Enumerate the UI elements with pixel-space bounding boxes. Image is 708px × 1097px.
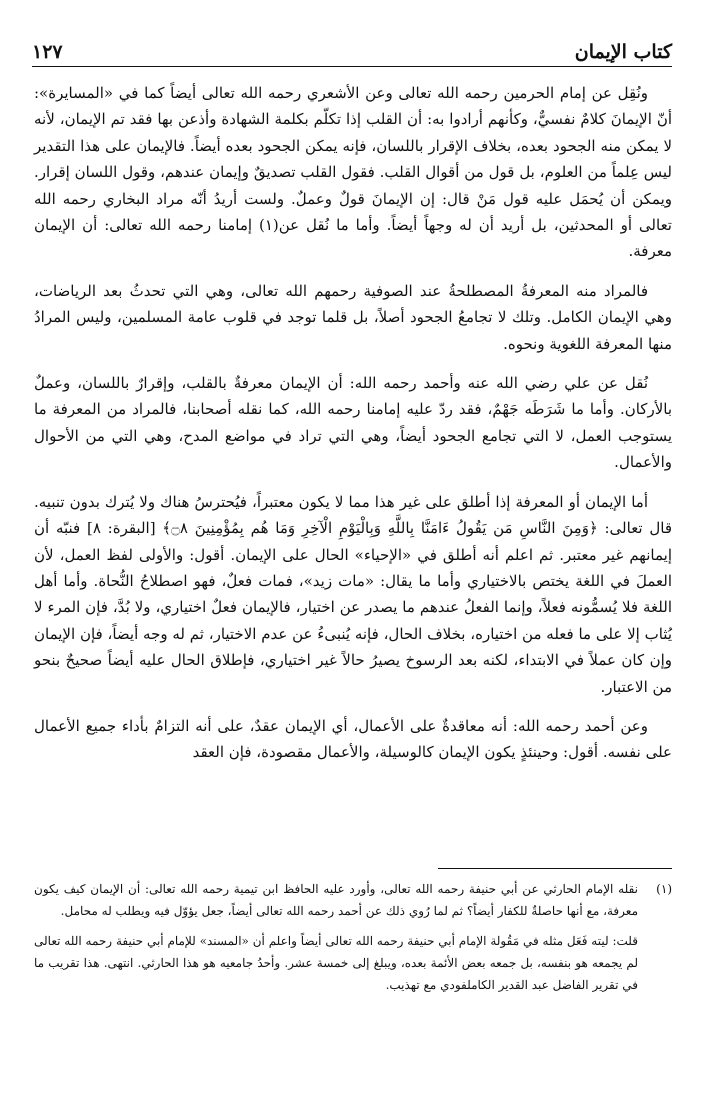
footnote-text: نقله الإمام الحارثي عن أبي حنيفة رحمه الله تعالى، وأورد عليه الحافظ ابن تيمية رحمه الله تعالى: أن الإيمان كيف يكون معرفة، مع أنها حاصلةٌ للكفار أيضاً؟ ثم لما رُوي ذلك عن أحمد رحمه الله تعالى أيضاً، جعل يؤوّل فيه ويطلب له محامل.	[34, 882, 638, 918]
paragraph: نُقل عن علي رضي الله عنه وأحمد رحمه الله: أن الإيمان معرفةٌ بالقلب، وإقرارٌ باللسان، وعملٌ بالأركان. وأما ما شَرَطَه جَهْمٌ، فقد ردّ عليه إمامنا رحمه الله، كما نقله أصحابنا، فالمراد من المعرفة ما يستوجب العمل، لا التي تجامع الجحود أيضاً، وهي التي تراد في مواضع المدح، وهي التي من الأحوال والأعمال.	[34, 374, 672, 472]
page-header	[32, 36, 672, 67]
footnotes	[34, 878, 672, 1004]
paragraph: أما الإيمان أو المعرفة إذا أطلق على غير هذا مما لا يكون معتبراً، فيُحترسُ هناك ولا يُترك بدون تنبيه. قال تعالى: ﴿وَمِنَ النَّاسِ مَن يَقُولُ ءَامَنَّا بِاللَّهِ وَبِالْيَوْمِ الْآخِرِ وَمَا هُم بِمُؤْمِنِينَ ۝٨﴾ [البقرة: ٨] فنبّه أن إيمانهم غير معتبر. ثم اعلم أنه أطلق في «الإحياء» الحال على الإيمان. أقول: والأولى لفظ العمل، لأن العملَ في اللغة يختص بالاختياري وأما ما يقال: «مات زيد»، فمات فعلٌ، فهو اصطلاحُ النُّحاة. وأما أهل اللغة فلا يُسمُّونه فعلاً، وإنما الفعلُ عندهم ما يصدر عن اختيار، فالإيمان فعلٌ اختياري، ولا بُدَّ، فإن المرء لا يُثاب إلا على ما فعله من اختياره، بخلاف الحال، فإنه يُنبىءُ عن عدم الاختيار، ثم له وجه أيضاً، فإن الإيمان وإن كان عملاً في الابتداء، لكنه بعد الرسوخ يصيرُ حالاً غير اختياري، فإطلاق الحال عليه أيضاً صحيحٌ بنحو من الاعتبار.	[34, 492, 673, 696]
paragraph: وعن أحمد رحمه الله: أنه معاقدةٌ على الأعمال، أي الإيمان عقدٌ، على أنه التزامٌ بأداء جميع الأعمال على نفسه. أقول: وحينئذٍ يكون الإيمان كالوسيلة، والأعمال مقصودة، فإن العقد	[34, 716, 672, 762]
footnote	[34, 878, 672, 1004]
chapter-title: كتاب الإيمان	[574, 41, 672, 63]
paragraph: ونُقِل عن إمام الحرمين رحمه الله تعالى وعن الأشعري رحمه الله تعالى أيضاً كما في «المسايرة»: أنّ الإيمانَ كلامٌ نفسيٌّ، وكأنهم أرادوا به: أن القلب إذا تكلّم بكلمة الشهادة وأذعن بها فقد تم الإيمان، لأنه لا يمكن منه الجحود بعده، بخلاف الإقرار باللسان، فإنه يمكن الجحود بعده أيضاً. فالإيمان على هذا التقدير ليس عِلماً من العلوم، بل قول من أقوال القلب. فقول القلب تصديقٌ وإيمان عندهم، وقول اللسان إقرار. ويمكن أن يُحمَل عليه قول مَنْ قال: إن الإيمانَ قولٌ وعملٌ. ولست أريدُ أنّه مراد البخاري رحمه الله تعالى أو المحدثين، بل أريد أن له وجهاً أيضاً. وأما ما نُقل عن(١) إمامنا رحمه الله تعالى: أن الإيمان معرفة.	[34, 84, 672, 261]
footnote-text: قلت: ليته فَعَل مثله في مَقُولة الإمام أبي حنيفة رحمه الله تعالى أيضاً واعلم أن «المسند» للإمام أبي حنيفة رحمه الله تعالى لم يجمعه هو بنفسه، بل جمعه بعض الأئمة بعده، ويبلغ إلى خمسة عشر. وأحدُ جامعيه هو هذا الحارثي. انتهى. هذا تقريب ما في تقرير الفاضل عبد القدير الكاملفودي مع تهذيب.	[34, 934, 638, 992]
footnote-marker: (١)	[656, 882, 672, 896]
footnote-separator	[438, 868, 672, 869]
paragraph: فالمراد منه المعرفةُ المصطلحةُ عند الصوفية رحمهم الله تعالى، وهي التي تحدثُ بعد الرياضات، وهي الإيمان الكامل. وتلك لا تجامعُ الجحود أصلاً، بل قلما توجد في قلوب عامة المسلمين، وليس المرادُ منها المعرفة اللغوية ونحوه.	[34, 281, 672, 353]
page-number: ١٢٧	[32, 41, 63, 63]
main-text	[34, 80, 672, 779]
